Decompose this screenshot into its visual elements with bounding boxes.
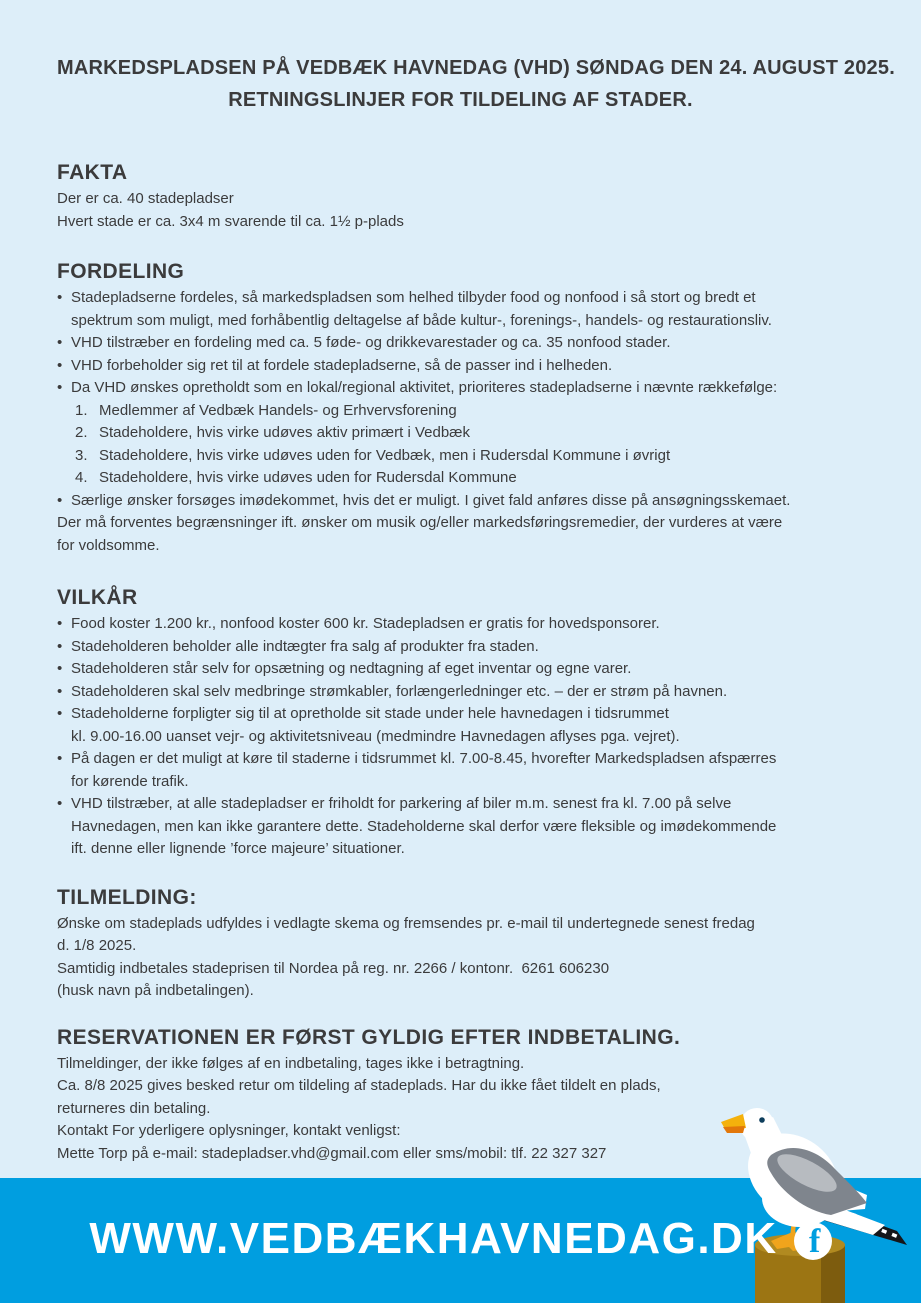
bullet-icon: • (57, 795, 63, 812)
title-line-1: MARKEDSPLADSEN PÅ VEDBÆK HAVNEDAG (VHD) SØNDAG DEN 24. AUGUST 2025. (57, 57, 895, 79)
page-title (57, 52, 895, 116)
sections (57, 160, 864, 1165)
bullet-icon: • (57, 660, 63, 677)
line-text: for voldsomme. (57, 536, 160, 554)
line-text: Stadeholderen står selv for opsætning og nedtagning af eget inventar og egne varer. (71, 660, 632, 677)
text-line (57, 771, 864, 794)
section-fakta (57, 160, 864, 233)
bullet-icon: • (57, 637, 63, 655)
text-line (57, 490, 864, 513)
section-header: FAKTA (57, 161, 128, 184)
facebook-icon[interactable]: f (794, 1222, 832, 1260)
line-text: ift. denne eller lignende ’force majeure’ situationer. (71, 840, 405, 857)
text-line (57, 1053, 864, 1076)
text-line (57, 332, 864, 355)
line-text: Stadeholderne forpligter sig til at opretholde sit stade under hele havnedagen i tidsrummet (71, 705, 669, 722)
bullet-icon: • (57, 289, 63, 306)
bullet-icon: • (57, 705, 63, 722)
line-text: Food koster 1.200 kr., nonfood koster 600 kr. Stadepladsen er gratis for hovedsponsorer. (71, 615, 660, 632)
text-line (57, 636, 864, 659)
line-text: for kørende trafik. (71, 772, 189, 790)
text-line (57, 188, 864, 211)
line-text: Ønske om stadeplads udfyldes i vedlagte skema og fremsendes pr. e-mail til undertegnede senest fredag (57, 914, 755, 932)
text-line (57, 958, 864, 981)
text-line (57, 703, 864, 726)
text-line (57, 935, 864, 958)
section-header: RESERVATIONEN ER FØRST GYLDIG EFTER INDBETALING. (57, 1025, 681, 1049)
text-line (57, 816, 864, 839)
section-header: FORDELING (57, 260, 185, 283)
line-text: Stadepladserne fordeles, så markedspladsen som helhed tilbyder food og nonfood i så stort og bredt et (71, 289, 756, 306)
section-tilmelding (57, 885, 864, 1003)
line-text: spektrum som muligt, med forhåbentlig deltagelse af både kultur-, forenings-, handels- og restaurationsliv. (71, 311, 772, 329)
line-text: Samtidig indbetales stadeprisen til Nordea på reg. nr. 2266 / kontonr. 6261 606230 (57, 959, 610, 977)
text-line (57, 748, 864, 771)
list-number: 1. (75, 401, 88, 419)
bullet-icon: • (57, 334, 63, 351)
section-fordeling (57, 259, 864, 557)
line-text: Kontakt For yderligere oplysninger, kontakt venligst: (57, 1122, 401, 1139)
line-text: Mette Torp på e-mail: stadepladser.vhd@gmail.com eller sms/mobil: tlf. 22 327 327 (57, 1144, 607, 1162)
list-number: 2. (75, 424, 88, 441)
text-line (57, 613, 864, 636)
line-text: Tilmeldinger, der ikke følges af en indbetaling, tages ikke i betragtning. (57, 1054, 525, 1072)
line-text: Stadeholdere, hvis virke udøves aktiv primært i Vedbæk (99, 424, 470, 441)
text-line (57, 377, 864, 400)
title-line-2: RETNINGSLINJER FOR TILDELING AF STADER. (228, 89, 693, 111)
bullet-icon: • (57, 356, 63, 374)
bullet-icon: • (57, 682, 63, 700)
line-text: (husk navn på indbetalingen). (57, 982, 254, 999)
section-header: VILKÅR (57, 586, 138, 609)
text-line (57, 658, 864, 681)
line-text: VHD tilstræber, at alle stadepladser er friholdt for parkering af biler m.m. senest fra kl. 7.00 på selve (71, 795, 732, 812)
bullet-icon: • (57, 615, 63, 632)
section-header: TILMELDING: (57, 885, 197, 909)
line-text: Ca. 8/8 2025 gives besked retur om tildeling af stadeplads. Har du ikke fået tildelt en plads, (57, 1077, 661, 1094)
text-line (57, 535, 864, 558)
line-text: Hvert stade er ca. 3x4 m svarende til ca. 1½ p-plads (57, 212, 404, 230)
section-vilkaar (57, 585, 864, 861)
bullet-icon: • (57, 491, 63, 509)
line-text: Der er ca. 40 stadepladser (57, 190, 234, 207)
line-text: d. 1/8 2025. (57, 937, 137, 954)
text-line (57, 980, 864, 1003)
line-text: Stadeholdere, hvis virke udøves uden for Rudersdal Kommune (99, 469, 517, 486)
list-number: 4. (75, 469, 88, 486)
text-line (57, 467, 864, 490)
line-text: kl. 9.00-16.00 uanset vejr- og aktivitetsniveau (medmindre Havnedagen aflyses pga. vejret). (71, 727, 680, 745)
text-line (57, 793, 864, 816)
bullet-icon: • (57, 750, 63, 767)
line-text: Havnedagen, men kan ikke garantere dette. Stadeholderne skal derfor være fleksible og imødekommende (71, 817, 777, 835)
bullet-icon: • (57, 379, 63, 396)
text-line (57, 355, 864, 378)
text-line (57, 400, 864, 423)
list-number: 3. (75, 446, 88, 464)
footer (0, 1178, 921, 1303)
text-line (57, 726, 864, 749)
footer-url[interactable]: WWW.VEDBÆKHAVNEDAG.DK (89, 1213, 778, 1263)
line-text: Stadeholdere, hvis virke udøves uden for Vedbæk, men i Rudersdal Kommune i øvrigt (99, 446, 671, 464)
text-line (57, 838, 864, 861)
line-text: Stadeholderen beholder alle indtægter fra salg af produkter fra staden. (71, 637, 539, 655)
line-text: Der må forventes begrænsninger ift. ønsker om musik og/eller markedsføringsremedier, der vurderes at være (57, 514, 783, 531)
text-line (57, 287, 864, 310)
text-line (57, 445, 864, 468)
line-text: Stadeholderen skal selv medbringe strømkabler, forlængerledninger etc. – der er strøm på havnen. (71, 682, 728, 700)
text-line (57, 310, 864, 333)
line-text: returneres din betaling. (57, 1099, 211, 1117)
line-text: VHD tilstræber en fordeling med ca. 5 føde- og drikkevarestader og ca. 35 nonfood stader. (71, 334, 671, 351)
text-line (57, 422, 864, 445)
text-line (57, 681, 864, 704)
text-line (57, 512, 864, 535)
line-text: Særlige ønsker forsøges imødekommet, hvis det er muligt. I givet fald anføres disse på ansøgningsskemaet. (71, 491, 791, 509)
line-text: På dagen er det muligt at køre til staderne i tidsrummet kl. 7.00-8.45, hvorefter Markedspladsen afspærres (71, 750, 777, 767)
line-text: Medlemmer af Vedbæk Handels- og Erhvervsforening (99, 401, 457, 419)
line-text: VHD forbeholder sig ret til at fordele stadepladserne, så de passer ind i helheden. (71, 356, 613, 374)
text-line (57, 211, 864, 234)
text-line (57, 913, 864, 936)
line-text: Da VHD ønskes opretholdt som en lokal/regional aktivitet, prioriteres stadepladserne i nævnte rækkefølge: (71, 379, 778, 396)
